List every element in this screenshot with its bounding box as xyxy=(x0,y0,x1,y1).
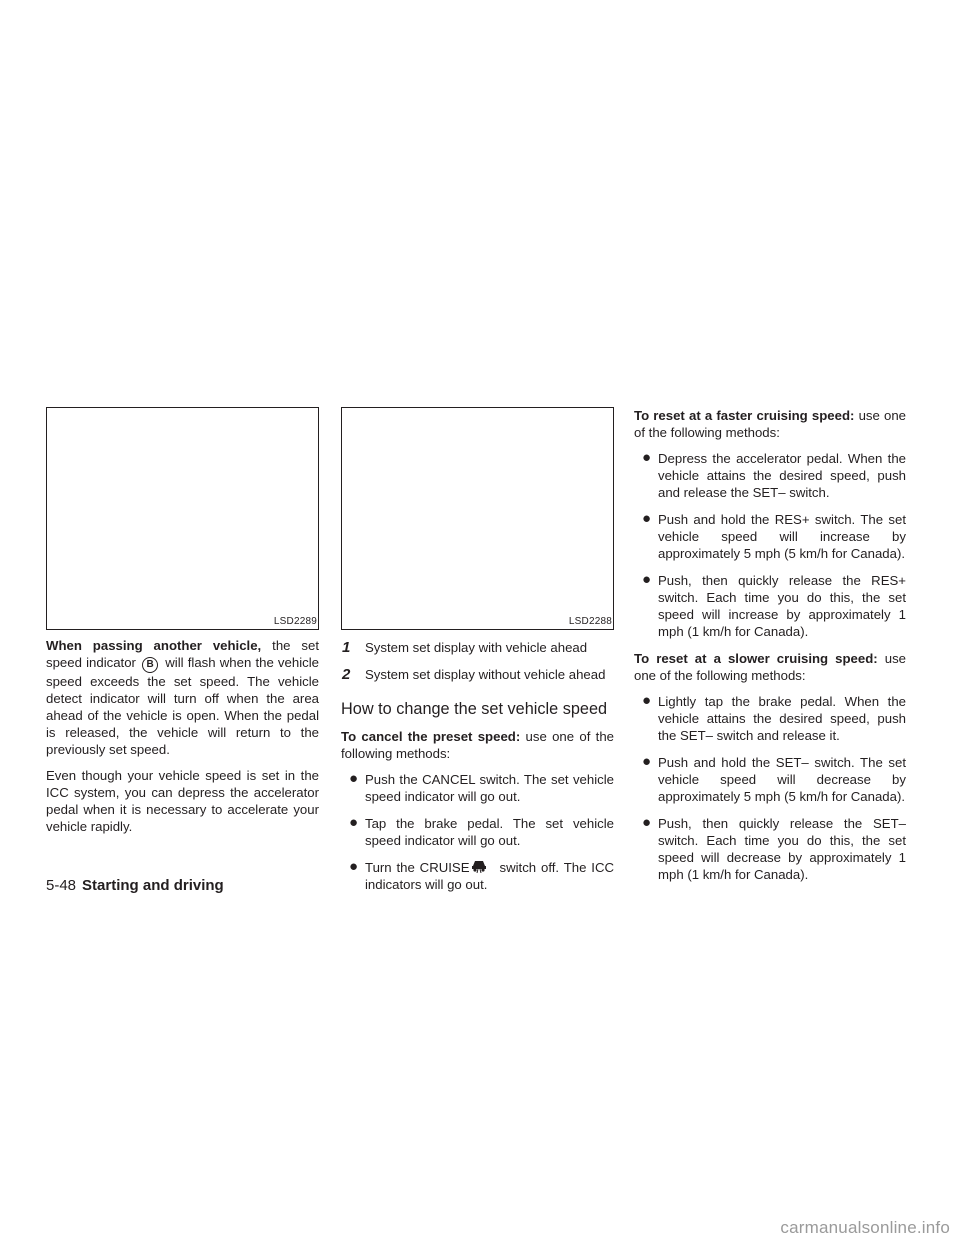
bullet-text: Lightly tap the brake pedal. When the vehicle attains the desired speed, push the SET– switch and release it. xyxy=(658,694,906,743)
cruise-car-icon xyxy=(470,859,488,873)
callout-1-icon: 1 xyxy=(342,639,351,656)
list-item xyxy=(634,815,906,883)
caption-text: System set display with vehicle ahead xyxy=(365,640,588,655)
section-heading: How to change the set vehicle speed xyxy=(341,700,608,718)
figure-code: LSD2288 xyxy=(568,616,612,627)
circled-b-icon: B xyxy=(142,657,158,673)
list-item xyxy=(634,572,906,640)
bullet-icon: ● xyxy=(642,571,652,588)
page-footer xyxy=(46,876,224,896)
watermark: carmanualsonline.info xyxy=(780,1218,950,1237)
bullet-icon: ● xyxy=(642,449,652,466)
faster-intro xyxy=(634,407,906,441)
list-item xyxy=(341,815,614,849)
bullet-text: Depress the accelerator pedal. When the vehicle attains the desired speed, push and release the SET– switch. xyxy=(658,451,906,500)
middle-column xyxy=(341,407,614,903)
figure-middle-placeholder xyxy=(341,407,614,630)
accelerate-paragraph: Even though your vehicle speed is set in the ICC system, you can depress the accelerator pedal when it is necessary to accelerate your vehicle rapidly. xyxy=(46,768,319,834)
passing-lead: When passing another vehicle, xyxy=(46,638,262,653)
bullet-icon: ● xyxy=(642,814,652,831)
page-number: 5-48 xyxy=(46,877,77,894)
cancel-rest: use one of the following methods: xyxy=(341,729,614,761)
bullet-text: Push, then quickly release the RES+ switch. Each time you do this, the set speed will increase by approximately 1 mph (1 km/h for Canada). xyxy=(658,573,906,639)
list-item xyxy=(341,859,614,893)
bullet-text: Push and hold the RES+ switch. The set vehicle speed will increase by approximately 5 mph (5 km/h for Canada). xyxy=(658,512,906,561)
bullet-icon: ● xyxy=(642,753,652,770)
bullet-icon: ● xyxy=(349,814,359,831)
bullet-icon: ● xyxy=(642,510,652,527)
faster-lead: To reset at a faster cruising speed: xyxy=(634,408,855,423)
bullet-icon: ● xyxy=(349,770,359,787)
section-title: Starting and driving xyxy=(82,877,224,894)
bullet-text-b: switch off. The ICC indicators will go out. xyxy=(365,860,614,892)
list-item xyxy=(634,511,906,562)
bullet-text: Push the CANCEL switch. The set vehicle speed indicator will go out. xyxy=(365,772,614,804)
caption-1 xyxy=(341,639,614,656)
figure-left-placeholder xyxy=(46,407,319,630)
slower-intro xyxy=(634,650,906,684)
passing-text-b: will flash when the vehicle speed exceeds the set speed. The vehicle detect indicator will turn off when the area ahead of the vehicle is open. When the pedal is released, the vehicle will return to the previously set speed. xyxy=(46,655,319,757)
bullet-icon: ● xyxy=(349,858,359,875)
passing-paragraph xyxy=(46,637,319,758)
slower-rest: use one of the following methods: xyxy=(634,651,906,683)
bullet-text: Push and hold the SET– switch. The set vehicle speed will decrease by approximately 5 mph (5 km/h for Canada). xyxy=(658,755,906,804)
passing-text-a: the set speed indicator xyxy=(46,638,319,670)
list-item xyxy=(634,754,906,805)
list-item xyxy=(634,693,906,744)
caption-2 xyxy=(341,666,614,683)
slower-lead: To reset at a slower cruising speed: xyxy=(634,651,878,666)
cancel-lead: To cancel the preset speed: xyxy=(341,729,521,744)
list-item xyxy=(634,450,906,501)
list-item xyxy=(341,771,614,805)
figure-code: LSD2289 xyxy=(273,616,317,627)
right-column xyxy=(634,407,906,893)
bullet-text: Tap the brake pedal. The set vehicle speed indicator will go out. xyxy=(365,816,614,848)
faster-rest: use one of the following methods: xyxy=(634,408,907,440)
caption-text: System set display without vehicle ahead xyxy=(365,667,606,682)
bullet-icon: ● xyxy=(642,692,652,709)
cancel-intro xyxy=(341,728,614,762)
bullet-text: Push, then quickly release the SET– switch. Each time you do this, the set speed will decrease by approximately 1 mph (1 km/h for Canada). xyxy=(658,816,906,882)
callout-2-icon: 2 xyxy=(342,666,351,683)
bullet-text-a: Turn the CRUISE xyxy=(365,860,470,875)
left-column xyxy=(46,407,319,844)
